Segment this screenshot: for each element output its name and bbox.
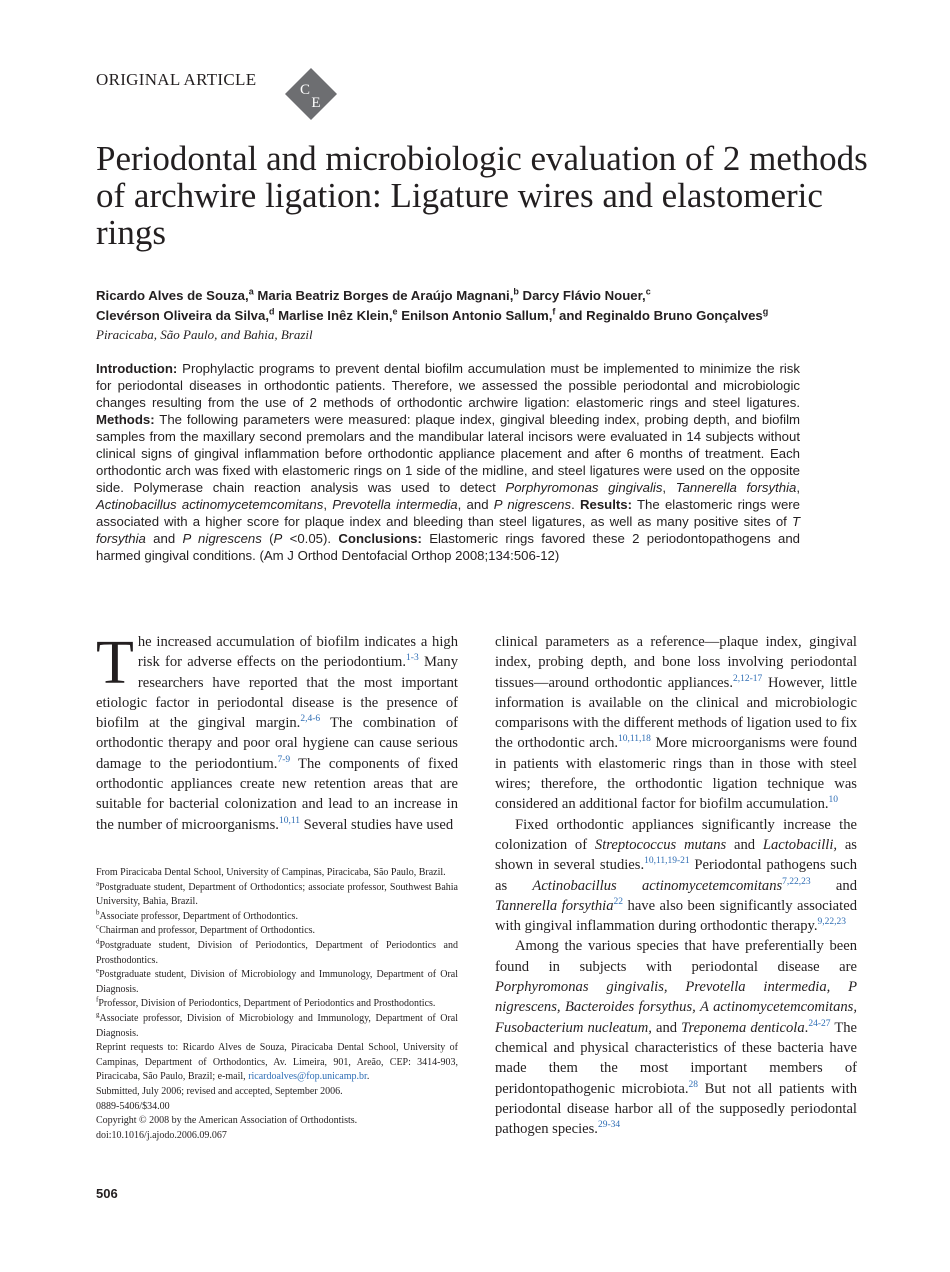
- author-name: Clevérson Oliveira da Silva,: [96, 308, 269, 323]
- footnote-mark: b: [96, 908, 100, 917]
- footnote-affiliation: [96, 968, 458, 997]
- abstract-text: ,: [662, 480, 676, 495]
- body-text: as shown in several studies.: [495, 836, 857, 874]
- citation-link[interactable]: 2,12-17: [732, 673, 763, 684]
- badge-letter-c: C: [299, 82, 311, 98]
- abstract-results-label: Results:: [579, 497, 633, 512]
- species-name: Streptococcus mutans: [594, 836, 727, 853]
- body-text: Several studies have used: [299, 816, 454, 833]
- footnote-mark: f: [96, 996, 99, 1005]
- body-paragraph: [495, 936, 857, 1139]
- footnote-from: From Piracicaba Dental School, University of Campinas, Piracicaba, São Paulo, Brazil.: [96, 867, 446, 878]
- author-affiliation-mark: c: [645, 286, 651, 297]
- body-column-right: [495, 632, 857, 1139]
- footnote-affiliation: [96, 939, 458, 968]
- body-text: Among the various species that have preferentially been found in subjects with periodontal disease are: [495, 938, 857, 975]
- body-column-left: [96, 629, 458, 835]
- body-text: Fixed orthodontic appliances significantly increase the colonization of: [495, 816, 857, 853]
- citation-link[interactable]: 1-3: [406, 653, 419, 664]
- author-conjunction: and: [559, 308, 583, 323]
- body-text: More microorganisms were found in patients with elastomeric rings than in those with steel wires; therefore, the orthodontic ligation technique was considered an additional factor for biofilm accumulation.: [495, 735, 858, 813]
- author-affiliation-mark: e: [392, 306, 398, 317]
- species-name: P nigrescens: [182, 531, 262, 546]
- abstract-text: ,: [323, 497, 333, 512]
- footnote-text: .: [366, 1071, 370, 1083]
- author-name: Darcy Flávio Nouer,: [522, 288, 646, 303]
- footnote-affiliation: [96, 1012, 458, 1041]
- section-label: ORIGINAL ARTICLE: [96, 70, 257, 89]
- p-symbol: P: [273, 531, 283, 546]
- abstract-text: <0.05).: [282, 531, 339, 546]
- body-text: have also been significantly associated with gingival inflammation during orthodontic therapy.: [495, 897, 857, 935]
- abstract-intro-label: Introduction:: [96, 361, 178, 376]
- species-name: Tannerella forsythia: [495, 897, 614, 914]
- badge-letter-e: E: [311, 95, 321, 111]
- body-text: and: [651, 1019, 682, 1036]
- citation-link[interactable]: 9,22,23: [817, 917, 846, 928]
- body-text: But not all patients with periodontal disease harbor all of the supposedly periodontal pathogen species.: [495, 1080, 857, 1138]
- citation-link[interactable]: 2,4-6: [300, 714, 321, 725]
- footnote-affiliation: [96, 910, 458, 925]
- abstract-text: and: [145, 531, 183, 546]
- body-text: However, little information is available on the clinical and microbiologic comparisons with the different methods of ligation used to fix the orthodontic arch.: [495, 674, 857, 752]
- email-link[interactable]: ricardoalves@fop.unicamp.br: [248, 1071, 367, 1083]
- abstract-text: .: [571, 497, 580, 512]
- citation-link[interactable]: 10,11,18: [618, 734, 651, 745]
- footnote-doi: doi:10.1016/j.ajodo.2006.09.067: [96, 1129, 227, 1141]
- footnote-text: Postgraduate student, Department of Orthodontics; associate professor, Southwest Bahia University, Bahia, Brazil.: [96, 881, 458, 908]
- footnote-affiliation: [96, 997, 458, 1012]
- body-paragraph: [96, 629, 458, 835]
- footnote-text: Associate professor, Department of Orthodontics.: [99, 910, 298, 922]
- author-list: [96, 286, 896, 326]
- citation-link[interactable]: 10,11: [278, 815, 300, 826]
- footnote-reprint: [96, 1041, 458, 1085]
- author-name: Enilson Antonio Sallum,: [401, 308, 553, 323]
- footnote-affiliation: [96, 924, 458, 939]
- citation-link[interactable]: 10,11,19-21: [644, 856, 690, 867]
- citation-link[interactable]: 7,22,23: [782, 876, 811, 887]
- author-affiliation-mark: g: [762, 306, 769, 317]
- body-text: he increased accumulation of biofilm indicates a high risk for adverse effects on the periodontium.: [137, 634, 458, 671]
- footnote-mark: d: [96, 937, 100, 946]
- footnote-text: Reprint requests to: Ricardo Alves de Souza, Piracicaba Dental School, University of Campinas, Department of Orthodontics, Av. Limeira, 901, Areão, CEP: 3414-903, Piracicaba, São Paulo, Brazil; e-mail,: [96, 1042, 458, 1083]
- species-name: Actinobacillus actinomycetemcomitans: [96, 497, 324, 512]
- footnotes: [96, 866, 458, 1143]
- abstract-conclusions-label: Conclusions:: [338, 531, 422, 546]
- author-name: Reginaldo Bruno Gonçalves: [586, 308, 763, 323]
- footnote-text: Associate professor, Division of Microbiology and Immunology, Department of Oral Diagnosis.: [96, 1012, 458, 1039]
- species-name: Porphyromonas gingivalis, Prevotella intermedia, P nigrescens, Bacteroides forsythus, A actinomycetemcomitans, Fusobacterium nucleatum,: [495, 979, 857, 1036]
- citation-link[interactable]: 29-34: [597, 1120, 621, 1131]
- footnote-affiliation: [96, 881, 458, 910]
- author-affiliation-mark: b: [513, 286, 519, 297]
- abstract-text: Elastomeric rings favored these 2 periodontopathogens and harmed gingival conditions. (Am J Orthod Dentofacial Orthop 2008;134:506-12): [96, 531, 800, 563]
- body-text: Periodontal pathogens such as: [495, 857, 858, 894]
- footnote-copyright: Copyright © 2008 by the American Association of Orthodontists.: [96, 1115, 358, 1127]
- body-text: The components of fixed orthodontic appliances create new retention areas that are suitable for bacterial colonization and lead to an increase in the number of microorganisms.: [96, 755, 458, 833]
- author-name: Ricardo Alves de Souza,: [96, 288, 249, 303]
- author-name: Marlise Inêz Klein,: [278, 308, 393, 323]
- abstract-text: The following parameters were measured: plaque index, gingival bleeding index, probing depth, and biofilm samples from the maxillary second premolars and the mandibular lateral incisors were evaluated in 14 subjects without clinical signs of gingival inflammation before orthodontic appliance placement and after 6 months of treatment. Each orthodontic arch was fixed with elastomeric rings on 1 side of the midline, and steel ligatures were used on the opposite side. Polymerase chain reaction analysis was used to detect: [96, 412, 800, 495]
- abstract: [96, 360, 800, 564]
- author-location: Piracicaba, São Paulo, and Bahia, Brazil: [96, 327, 313, 342]
- footnote-submitted: Submitted, July 2006; revised and accepted, September 2006.: [96, 1085, 343, 1097]
- ce-badge-icon: [283, 66, 339, 122]
- body-text: and: [810, 877, 857, 894]
- species-name: Tannerella forsythia: [675, 480, 797, 495]
- abstract-text: Prophylactic programs to prevent dental biofilm accumulation must be implemented to minimize the risk for periodontal diseases in orthodontic patients. Therefore, we assessed the possible periodontal and microbiologic changes resulting from the use of 2 methods of orthodontic archwire ligation: elastomeric rings and steel ligatures.: [96, 361, 800, 410]
- footnote-text: Chairman and professor, Department of Orthodontics.: [99, 925, 316, 937]
- author-name: Maria Beatriz Borges de Araújo Magnani,: [257, 288, 514, 303]
- species-name: Porphyromonas gingivalis: [505, 480, 663, 495]
- abstract-text: ,: [796, 480, 801, 495]
- species-name: Prevotella intermedia: [332, 497, 458, 512]
- article-title: Periodontal and microbiologic evaluation of 2 methods of archwire ligation: Ligature wires and elastomeric rings: [96, 139, 868, 252]
- body-text: The combination of orthodontic therapy and poor oral hygiene can cause serious damage to the periodontium.: [96, 715, 458, 772]
- footnote-issn: 0889-5406/$34.00: [96, 1100, 170, 1112]
- body-paragraph: [495, 632, 857, 815]
- citation-link[interactable]: 24-27: [808, 1018, 831, 1029]
- author-affiliation-mark: f: [552, 306, 556, 317]
- citation-link[interactable]: 28: [688, 1079, 698, 1090]
- footnote-text: Professor, Division of Periodontics, Department of Periodontics and Prosthodontics.: [98, 998, 436, 1010]
- body-text: Many researchers have reported that the most important etiologic factor in periodontal disease is the presence of biofilm at the gingival margin.: [96, 654, 458, 732]
- page-number: 506: [96, 1186, 118, 1201]
- species-name: Treponema denticola: [681, 1019, 805, 1036]
- drop-cap: T: [96, 629, 134, 697]
- body-text: The chemical and physical characteristics of these bacteria have made them the most important members of peridontopathogenic microbiota.: [495, 1019, 858, 1097]
- footnote-mark: g: [96, 1010, 100, 1019]
- abstract-text: , and: [457, 497, 494, 512]
- body-paragraph: [495, 815, 857, 937]
- body-text: clinical parameters as a reference—plaque index, gingival index, probing depth, and bone loss involving periodontal tissues—around orthodontic appliances.: [495, 634, 857, 691]
- footnote-text: Postgraduate student, Division of Periodontics, Department of Periodontics and Prosthodontics.: [96, 939, 458, 966]
- citation-link[interactable]: 10: [828, 795, 839, 806]
- footnote-mark: c: [96, 923, 100, 932]
- footnote-mark: a: [96, 879, 100, 888]
- species-name: P nigrescens: [493, 497, 572, 512]
- abstract-text: The elastomeric rings were associated with a higher score for plaque index and bleeding than steel ligatures, as well as many positive sites of: [96, 497, 800, 529]
- citation-link[interactable]: 22: [613, 896, 624, 907]
- abstract-methods-label: Methods:: [96, 412, 155, 427]
- species-name: T forsythia: [96, 514, 800, 546]
- footnote-text: Postgraduate student, Division of Microbiology and Immunology, Department of Oral Diagnosis.: [96, 969, 458, 995]
- footnote-mark: e: [96, 966, 100, 975]
- body-text: .: [804, 1019, 809, 1036]
- abstract-text: (: [261, 531, 274, 546]
- body-text: and: [726, 836, 763, 853]
- author-affiliation-mark: d: [269, 306, 275, 317]
- author-affiliation-mark: a: [248, 286, 254, 297]
- species-name: Actinobacillus actinomycetemcomitans: [532, 877, 783, 894]
- citation-link[interactable]: 7-9: [277, 754, 291, 765]
- species-name: Lactobacilli,: [762, 836, 838, 853]
